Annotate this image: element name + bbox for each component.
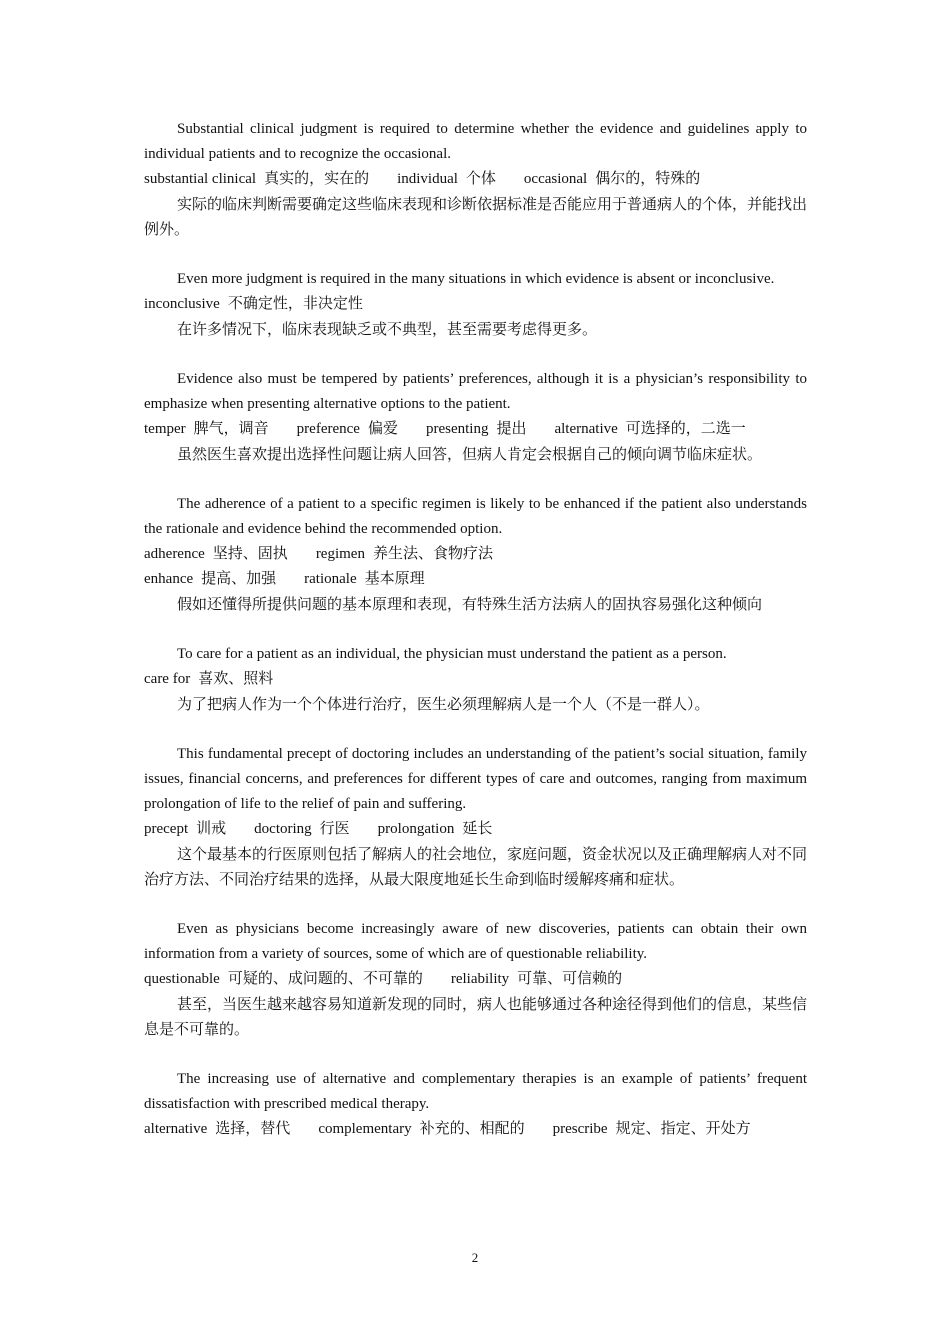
- vocabulary-word: individual: [397, 171, 458, 187]
- vocabulary-word: prolongation: [377, 821, 455, 837]
- vocabulary-word: preference: [296, 421, 360, 437]
- vocabulary-term: [316, 542, 493, 567]
- vocabulary-term: [397, 167, 496, 192]
- english-sentence: This fundamental precept of doctoring includes an understanding of the patient’s social situation, family issues, financial concerns, and preferences for different types of care and outcomes, ranging from maximum prolongation of life to the relief of pain and suffering.: [144, 746, 807, 812]
- vocabulary-line: [144, 817, 807, 842]
- paragraph-block: [144, 267, 807, 342]
- paragraph-block: [144, 642, 807, 717]
- vocabulary-meaning: 补充的、相配的: [419, 1121, 525, 1137]
- vocabulary-term: [144, 292, 363, 317]
- vocabulary-line: [144, 667, 807, 692]
- vocabulary-meaning: 提高、加强: [201, 571, 277, 587]
- vocabulary-term: [524, 167, 700, 192]
- vocabulary-word: prescribe: [552, 1121, 608, 1137]
- vocabulary-line: [144, 292, 807, 317]
- vocabulary-word: alternative: [144, 1121, 208, 1137]
- vocabulary-word: substantial clinical: [144, 171, 257, 187]
- vocabulary-meaning: 不确定性，非决定性: [227, 296, 363, 312]
- vocabulary-word: inconclusive: [144, 296, 220, 312]
- vocabulary-meaning: 基本原理: [364, 571, 425, 587]
- chinese-translation: 在许多情况下，临床表现缺乏或不典型，甚至需要考虑得更多。: [177, 320, 598, 338]
- vocabulary-meaning: 偏爱: [367, 421, 398, 437]
- chinese-translation: 虽然医生喜欢提出选择性问题让病人回答，但病人肯定会根据自己的倾向调节临床症状。: [177, 445, 763, 463]
- vocabulary-term: [304, 567, 425, 592]
- vocabulary-word: presenting: [425, 421, 489, 437]
- vocabulary-meaning: 提出: [496, 421, 527, 437]
- vocabulary-term: [144, 167, 369, 192]
- vocabulary-term: [553, 1117, 751, 1142]
- vocabulary-line: [144, 417, 807, 442]
- chinese-translation: 假如还懂得所提供问题的基本原理和表现，有特殊生活方法病人的固执容易强化这种倾向: [177, 595, 763, 613]
- vocabulary-word: regimen: [315, 546, 365, 562]
- vocabulary-meaning: 喜欢、照料: [198, 671, 274, 687]
- chinese-translation: 这个最基本的行医原则包括了解病人的社会地位，家庭问题，资金状况以及正确理解病人对不同治疗方法、不同治疗结果的选择，从最大限度地延长生命到临时缓解疼痛和症状。: [144, 845, 808, 888]
- vocabulary-meaning: 可选择的，二选一: [625, 421, 746, 437]
- vocabulary-term: [144, 967, 423, 992]
- paragraph-list: [144, 117, 807, 1142]
- vocabulary-meaning: 可疑的、成问题的、不可靠的: [227, 971, 423, 987]
- vocabulary-term: [554, 417, 745, 442]
- english-sentence: Evidence also must be tempered by patients’ preferences, although it is a physician’s responsibility to emphasize when presenting alternative options to the patient.: [144, 371, 807, 412]
- vocabulary-word: questionable: [144, 971, 220, 987]
- vocabulary-word: care for: [144, 671, 191, 687]
- vocabulary-meaning: 延长: [462, 821, 493, 837]
- vocabulary-line: [144, 1117, 807, 1142]
- chinese-translation: 为了把病人作为一个个体进行治疗，医生必须理解病人是一个人（不是一群人）。: [177, 695, 710, 713]
- vocabulary-word: complementary: [318, 1121, 412, 1137]
- document-page: [144, 117, 807, 1167]
- vocabulary-meaning: 行医: [319, 821, 350, 837]
- english-sentence: Even more judgment is required in the many situations in which evidence is absent or inconclusive.: [177, 271, 775, 287]
- vocabulary-meaning: 真实的，实在的: [264, 171, 370, 187]
- vocabulary-term: [144, 817, 226, 842]
- vocabulary-word: enhance: [144, 571, 194, 587]
- vocabulary-meaning: 可靠、可信赖的: [517, 971, 623, 987]
- page-number: 2: [471, 1250, 479, 1265]
- vocabulary-term: [426, 417, 527, 442]
- vocabulary-meaning: 规定、指定、开处方: [615, 1121, 751, 1137]
- vocabulary-word: temper: [144, 421, 186, 437]
- vocabulary-word: precept: [144, 821, 189, 837]
- vocabulary-line: [144, 967, 807, 992]
- paragraph-block: [144, 117, 807, 242]
- vocabulary-word: occasional: [523, 171, 588, 187]
- english-sentence: Substantial clinical judgment is required to determine whether the evidence and guidelines apply to individual patients and to recognize the occasional.: [144, 121, 807, 162]
- vocabulary-term: [144, 567, 276, 592]
- vocabulary-meaning: 个体: [465, 171, 496, 187]
- paragraph-block: [144, 742, 807, 892]
- english-sentence: To care for a patient as an individual, the physician must understand the patient as a person.: [177, 646, 727, 662]
- vocabulary-meaning: 养生法、食物疗法: [372, 546, 493, 562]
- vocabulary-term: [144, 417, 269, 442]
- vocabulary-line: [144, 542, 807, 567]
- vocabulary-word: adherence: [144, 546, 205, 562]
- vocabulary-meaning: 选择，替代: [215, 1121, 291, 1137]
- vocabulary-term: [144, 667, 273, 692]
- vocabulary-term: [254, 817, 350, 842]
- paragraph-block: [144, 492, 807, 617]
- english-sentence: The increasing use of alternative and complementary therapies is an example of patients’ frequent dissatisfaction with prescribed medical therapy.: [144, 1071, 807, 1112]
- vocabulary-word: rationale: [304, 571, 357, 587]
- chinese-translation: 甚至，当医生越来越容易知道新发现的同时，病人也能够通过各种途径得到他们的信息，某些信息是不可靠的。: [144, 995, 808, 1038]
- vocabulary-word: reliability: [450, 971, 510, 987]
- vocabulary-term: [297, 417, 398, 442]
- vocabulary-word: doctoring: [254, 821, 312, 837]
- vocabulary-term: [144, 542, 288, 567]
- english-sentence: The adherence of a patient to a specific regimen is likely to be enhanced if the patient also understands the rationale and evidence behind the recommended option.: [144, 496, 807, 537]
- vocabulary-line: [144, 167, 807, 192]
- vocabulary-meaning: 训戒: [196, 821, 227, 837]
- paragraph-block: [144, 1067, 807, 1142]
- paragraph-block: [144, 367, 807, 467]
- vocabulary-meaning: 偶尔的，特殊的: [595, 171, 701, 187]
- vocabulary-meaning: 坚持、固执: [212, 546, 288, 562]
- vocabulary-term: [378, 817, 493, 842]
- vocabulary-line: [144, 567, 807, 592]
- vocabulary-term: [451, 967, 622, 992]
- vocabulary-term: [318, 1117, 524, 1142]
- paragraph-block: [144, 917, 807, 1042]
- chinese-translation: 实际的临床判断需要确定这些临床表现和诊断依据标准是否能应用于普通病人的个体，并能找出例外。: [144, 195, 808, 238]
- vocabulary-term: [144, 1117, 290, 1142]
- vocabulary-word: alternative: [554, 421, 618, 437]
- vocabulary-meaning: 脾气，调音: [193, 421, 269, 437]
- english-sentence: Even as physicians become increasingly aware of new discoveries, patients can obtain their own information from a variety of sources, some of which are of questionable reliability.: [144, 921, 807, 962]
